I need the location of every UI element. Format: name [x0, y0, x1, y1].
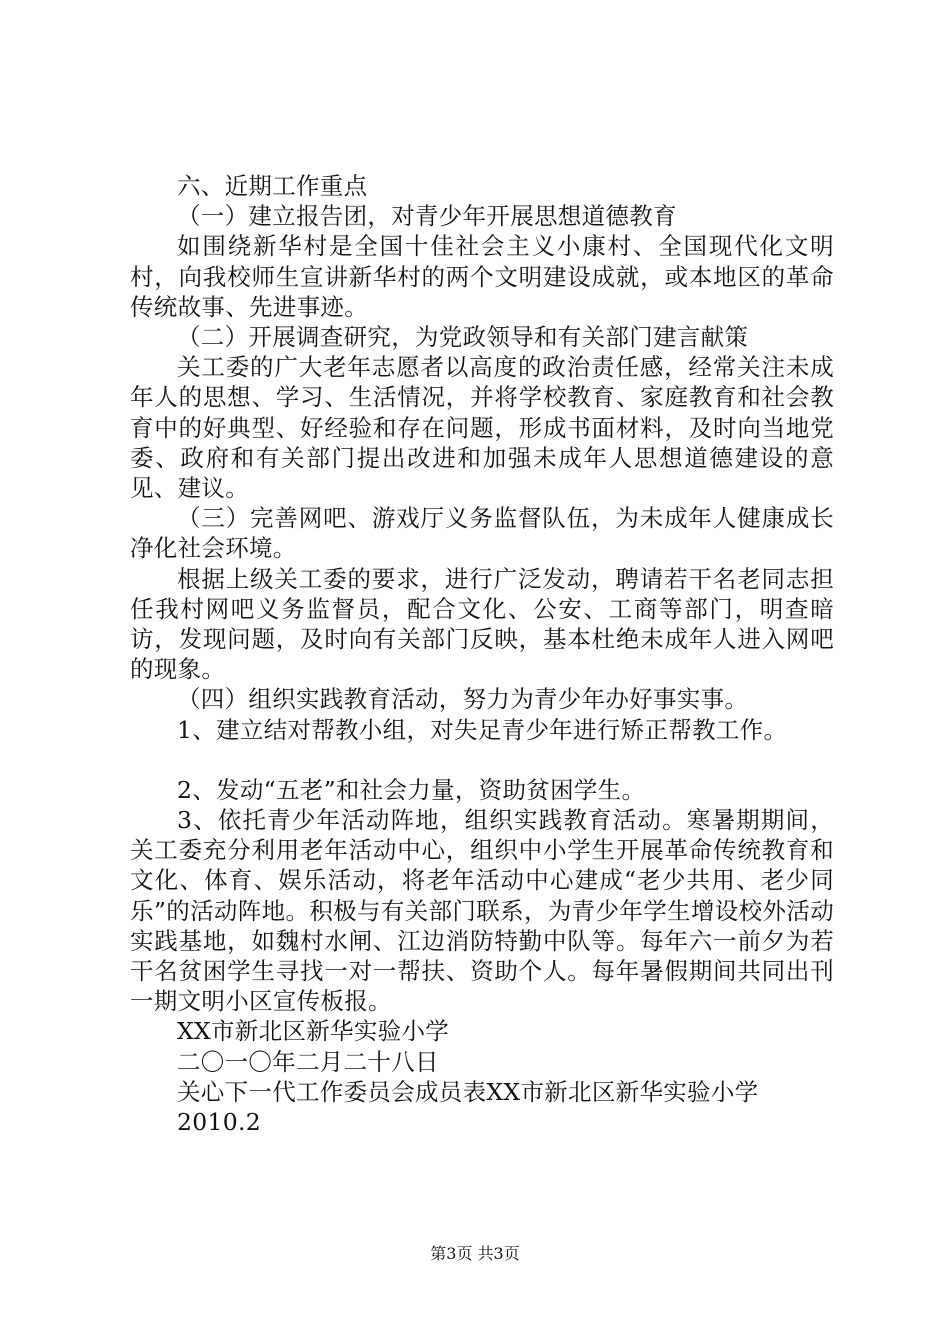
paragraph-1: 如围绕新华村是全国十佳社会主义小康村、全国现代化文明村，向我校师生宣讲新华村的两个文明建设成就，或本地区的革命传统故事、先进事迹。 — [130, 232, 834, 321]
blank-line — [130, 745, 834, 775]
list-item-1: 1、建立结对帮教小组，对失足青少年进行矫正帮教工作。 — [177, 715, 788, 744]
section-heading: 六、近期工作重点 — [177, 172, 368, 200]
document-body — [130, 171, 834, 1137]
subheading-3: （三）完善网吧、游戏厅义务监督队伍，为未成年人健康成长净化社会环境。 — [130, 504, 834, 563]
signature-date: 二〇一〇年二月二十八日 — [177, 1047, 439, 1076]
signature-org: XX市新北区新华实验小学 — [177, 1017, 450, 1046]
paragraph-2: 关工委的广大老年志愿者以高度的政治责任感，经常关注未成年人的思想、学习、生活情况，并将学校教育、家庭教育和社会教育中的好典型、好经验和存在问题，形成书面材料，及时向当地党委、政府和有关部门提出改进和加强未成年人思想道德建设的意见、建议。 — [130, 353, 834, 503]
list-item-2: 2、发动“五老”和社会力量，资助贫困学生。 — [177, 775, 646, 804]
subheading-2: （二）开展调查研究，为党政领导和有关部门建言献策 — [177, 323, 749, 352]
appendix-date: 2010.2 — [177, 1108, 262, 1137]
subheading-1: （一）建立报告团，对青少年开展思想道德教育 — [177, 202, 677, 231]
appendix-title: 关心下一代工作委员会成员表XX市新北区新华实验小学 — [177, 1077, 759, 1106]
paragraph-3: 根据上级关工委的要求，进行广泛发动，聘请若干名老同志担任我村网吧义务监督员，配合文化、公安、工商等部门，明查暗访，发现问题，及时向有关部门反映，基本杜绝未成年人进入网吧的现象。 — [130, 564, 834, 684]
page-footer: 第3页 共3页 — [430, 1244, 520, 1263]
subheading-4: （四）组织实践教育活动，努力为青少年办好事实事。 — [177, 685, 749, 714]
list-item-3: 3、依托青少年活动阵地，组织实践教育活动。寒暑期期间，关工委充分利用老年活动中心，组织中小学生开展革命传统教育和文化、体育、娱乐活动，将老年活动中心建成“老少共用、老少同乐”的活动阵地。积极与有关部门联系，为青少年学生增设校外活动实践基地，如魏村水闸、江边消防特勤中队等。每年六一前夕为若干名贫困学生寻找一对一帮扶、资助个人。每年暑假期间共同出刊一期文明小区宣传板报。 — [130, 806, 834, 1016]
